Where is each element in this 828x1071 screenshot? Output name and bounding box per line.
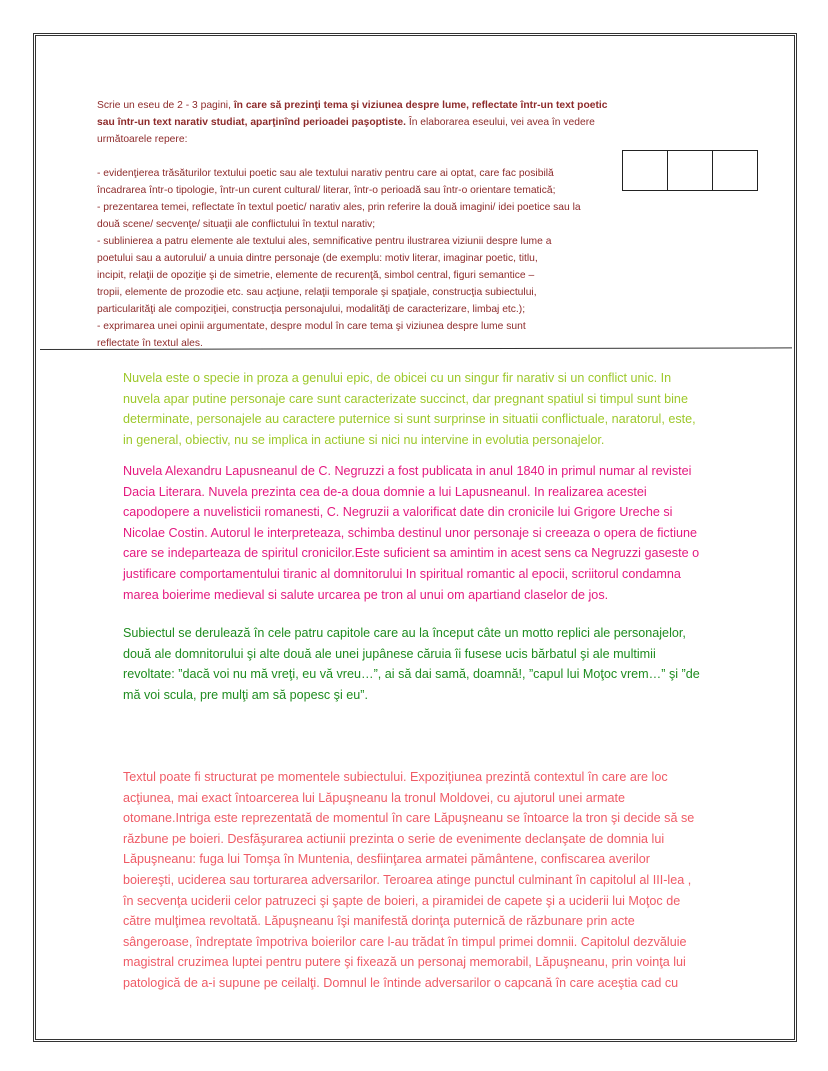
score-cell [668,151,713,190]
instruction-text: În elaborarea eseului, vei avea în vedere [405,117,595,128]
text-line: determinate, personajele au caractere puternice si sunt surprinse in situatii conflictuale, naratorul, este, [123,412,696,427]
text-line: capodopere a nuvelisticii romanesti, C. Negruzii a valorificat date din cronicile lui Grigore Ureche si [123,505,673,520]
text-line: Nuvela este o specie in proza a genului epic, de obicei cu un singur fir narativ si un conflict unic. In [123,371,672,385]
text-line: Textul poate fi structurat pe momentele subiectului. Expoziţiunea prezintă contextul în care are loc [123,770,668,784]
score-box [622,150,758,191]
text-line: Nuvela Alexandru Lapusneanul de C. Negruzzi a fost publicata in anul 1840 in primul numar al revistei [123,464,692,478]
instruction-emphasis: sau într-un text narativ studiat, aparţinînd perioadei paşoptiste. [97,117,406,128]
text-line: - evidenţierea trăsăturilor textului poetic sau ale textului narativ pentru care ai optat, care fac posibilă [97,168,554,179]
paragraph-nuvela-definition [123,368,696,450]
text-line: acţiunea, mai exact întoarcerea lui Lăpuşneanu la tronul Moldovei, cu ajutorul unei armate [123,790,625,805]
text-line: Subiectul se derulează în cele patru capitole care au la început câte un motto replici ale personajelor, [123,626,686,640]
text-line: - prezentarea temei, reflectate în textul poetic/ narativ ales, prin referire la două imagini/ idei poetice sau la [97,202,581,213]
instruction-line [97,114,607,131]
paragraph-publication [123,461,699,605]
text-line: poetului sau a autorului/ a unuia dintre personaje (de exemplu: motiv literar, imaginar poetic, titlu, [97,253,538,264]
text-line: - exprimarea unei opinii argumentate, despre modul în care tema şi viziunea despre lume sunt [97,321,526,332]
text-line: tropii, elemente de prozodie etc. sau acţiune, relaţii temporale şi spaţiale, construcţia subiectului, [97,287,537,298]
text-line: in general, obiectiv, nu se implica in actiune si nici nu intervine in evolutia personajelor. [123,432,605,447]
text-line: Nicolae Costin. Autorul le interpreteaza, schimba destinul unor personaje si creeaza o opera de fictiune [123,525,698,540]
text-line: sângeroase, îndreptate împotriva boierilor care l-au trădat în timpul primei domnii. Capitolul dezvăluie [123,934,687,949]
text-line: otomane.Intriga este reprezentată de momentul în care Lăpuşneanu se întoarce la tron şi decide să se [123,811,695,826]
text-line: revoltate: ”dacă voi nu mă vreţi, eu vă vreu…”, ai să dai samă, doamnă!, ”capul lui Moţoc vrem…” şi ”de [123,667,700,682]
score-cell [713,151,757,190]
paragraph-subject-mottos [123,623,700,705]
text-line: particularităţi ale compoziţiei, construcţia personajului, modalităţi de caracterizare, limbaj etc.); [97,304,526,315]
text-line: două ale domnitorului şi alte două ale unei jupânese căruia îi fusese ucis bărbatul şi ale multimii [123,646,656,661]
text-line: incipit, relaţii de opoziţie şi de simetrie, elemente de recurenţă, simbol central, figuri semantice – [97,270,535,281]
essay-instructions [97,97,607,352]
text-line: răzbune pe boieri. Desfăşurarea actiunii prezinta o serie de evenimente declanşate de domnia lui [123,831,665,846]
text-line: către mulţimea revoltată. Lăpuşneanu îşi manifestă dorinţa puternică de răzbunare prin acte [123,914,635,929]
text-line: Dacia Literara. Nuvela prezinta cea de-a doua domnie a lui Lapusneanul. In realizarea acestei [123,484,647,499]
text-line: care se indeparteaza de spiritul cronicilor.Este suficient sa amintim in acest sens ca Negruzzi gaseste o [123,546,700,561]
text-line: - sublinierea a patru elemente ale textului ales, semnificative pentru ilustrarea viziunii despre lume a [97,236,552,247]
paragraph-structure [123,767,694,994]
instruction-line: următoarele repere: [97,134,188,145]
text-line: reflectate în textul ales. [97,338,203,349]
text-line: boiereşti, uciderea sau torturarea adversarilor. Teroarea atinge punctul culminant în capitolul al III-lea , [123,872,692,887]
instruction-list [97,165,607,352]
text-line: în secvenţa uciderii celor patruzeci şi şapte de boieri, a piramidei de capete şi a uciderii lui Moţoc de [123,893,681,908]
text-line: mă voi scula, pre mulţi am să popesc şi eu”. [123,687,368,702]
score-cell [623,151,668,190]
text-line: încadrarea într-o tipologie, într-un curent cultural/ literar, într-o perioadă sau într-o orientare tematică; [97,185,556,196]
instruction-emphasis: în care să prezinţi tema şi viziunea despre lume, reflectate într-un text poetic [233,100,608,111]
text-line: marea boierime medieval si salute urcarea pe tron al unui om apartiand claselor de jos. [123,587,609,602]
text-line: patologică de a-i supune pe ceilalţi. Domnul le întinde adversarilor o capcană în care aceştia cad cu [123,975,679,990]
text-line: Lăpuşneanu: fuga lui Tomşa în Muntenia, desfiinţarea armatei pământene, confiscarea averilor [123,852,650,867]
text-line: justificare comportamentului tiranic al domnitorului In spiritual romantic al epocii, scriitorul condamna [123,566,681,581]
instruction-line [97,97,607,114]
text-line: două scene/ secvenţe/ situaţii ale conflictului în textul narativ; [97,219,376,230]
text-line: magistral cruzimea luptei pentru putere şi fixează un personaj memorabil, Lăpuşneanu, prin voinţa lui [123,955,686,970]
text-line: nuvela apar putine personaje care sunt caracterizate succinct, dar pregnant spatiul si timpul sunt bine [123,391,688,406]
instruction-text: Scrie un eseu de 2 - 3 pagini, [97,100,234,111]
